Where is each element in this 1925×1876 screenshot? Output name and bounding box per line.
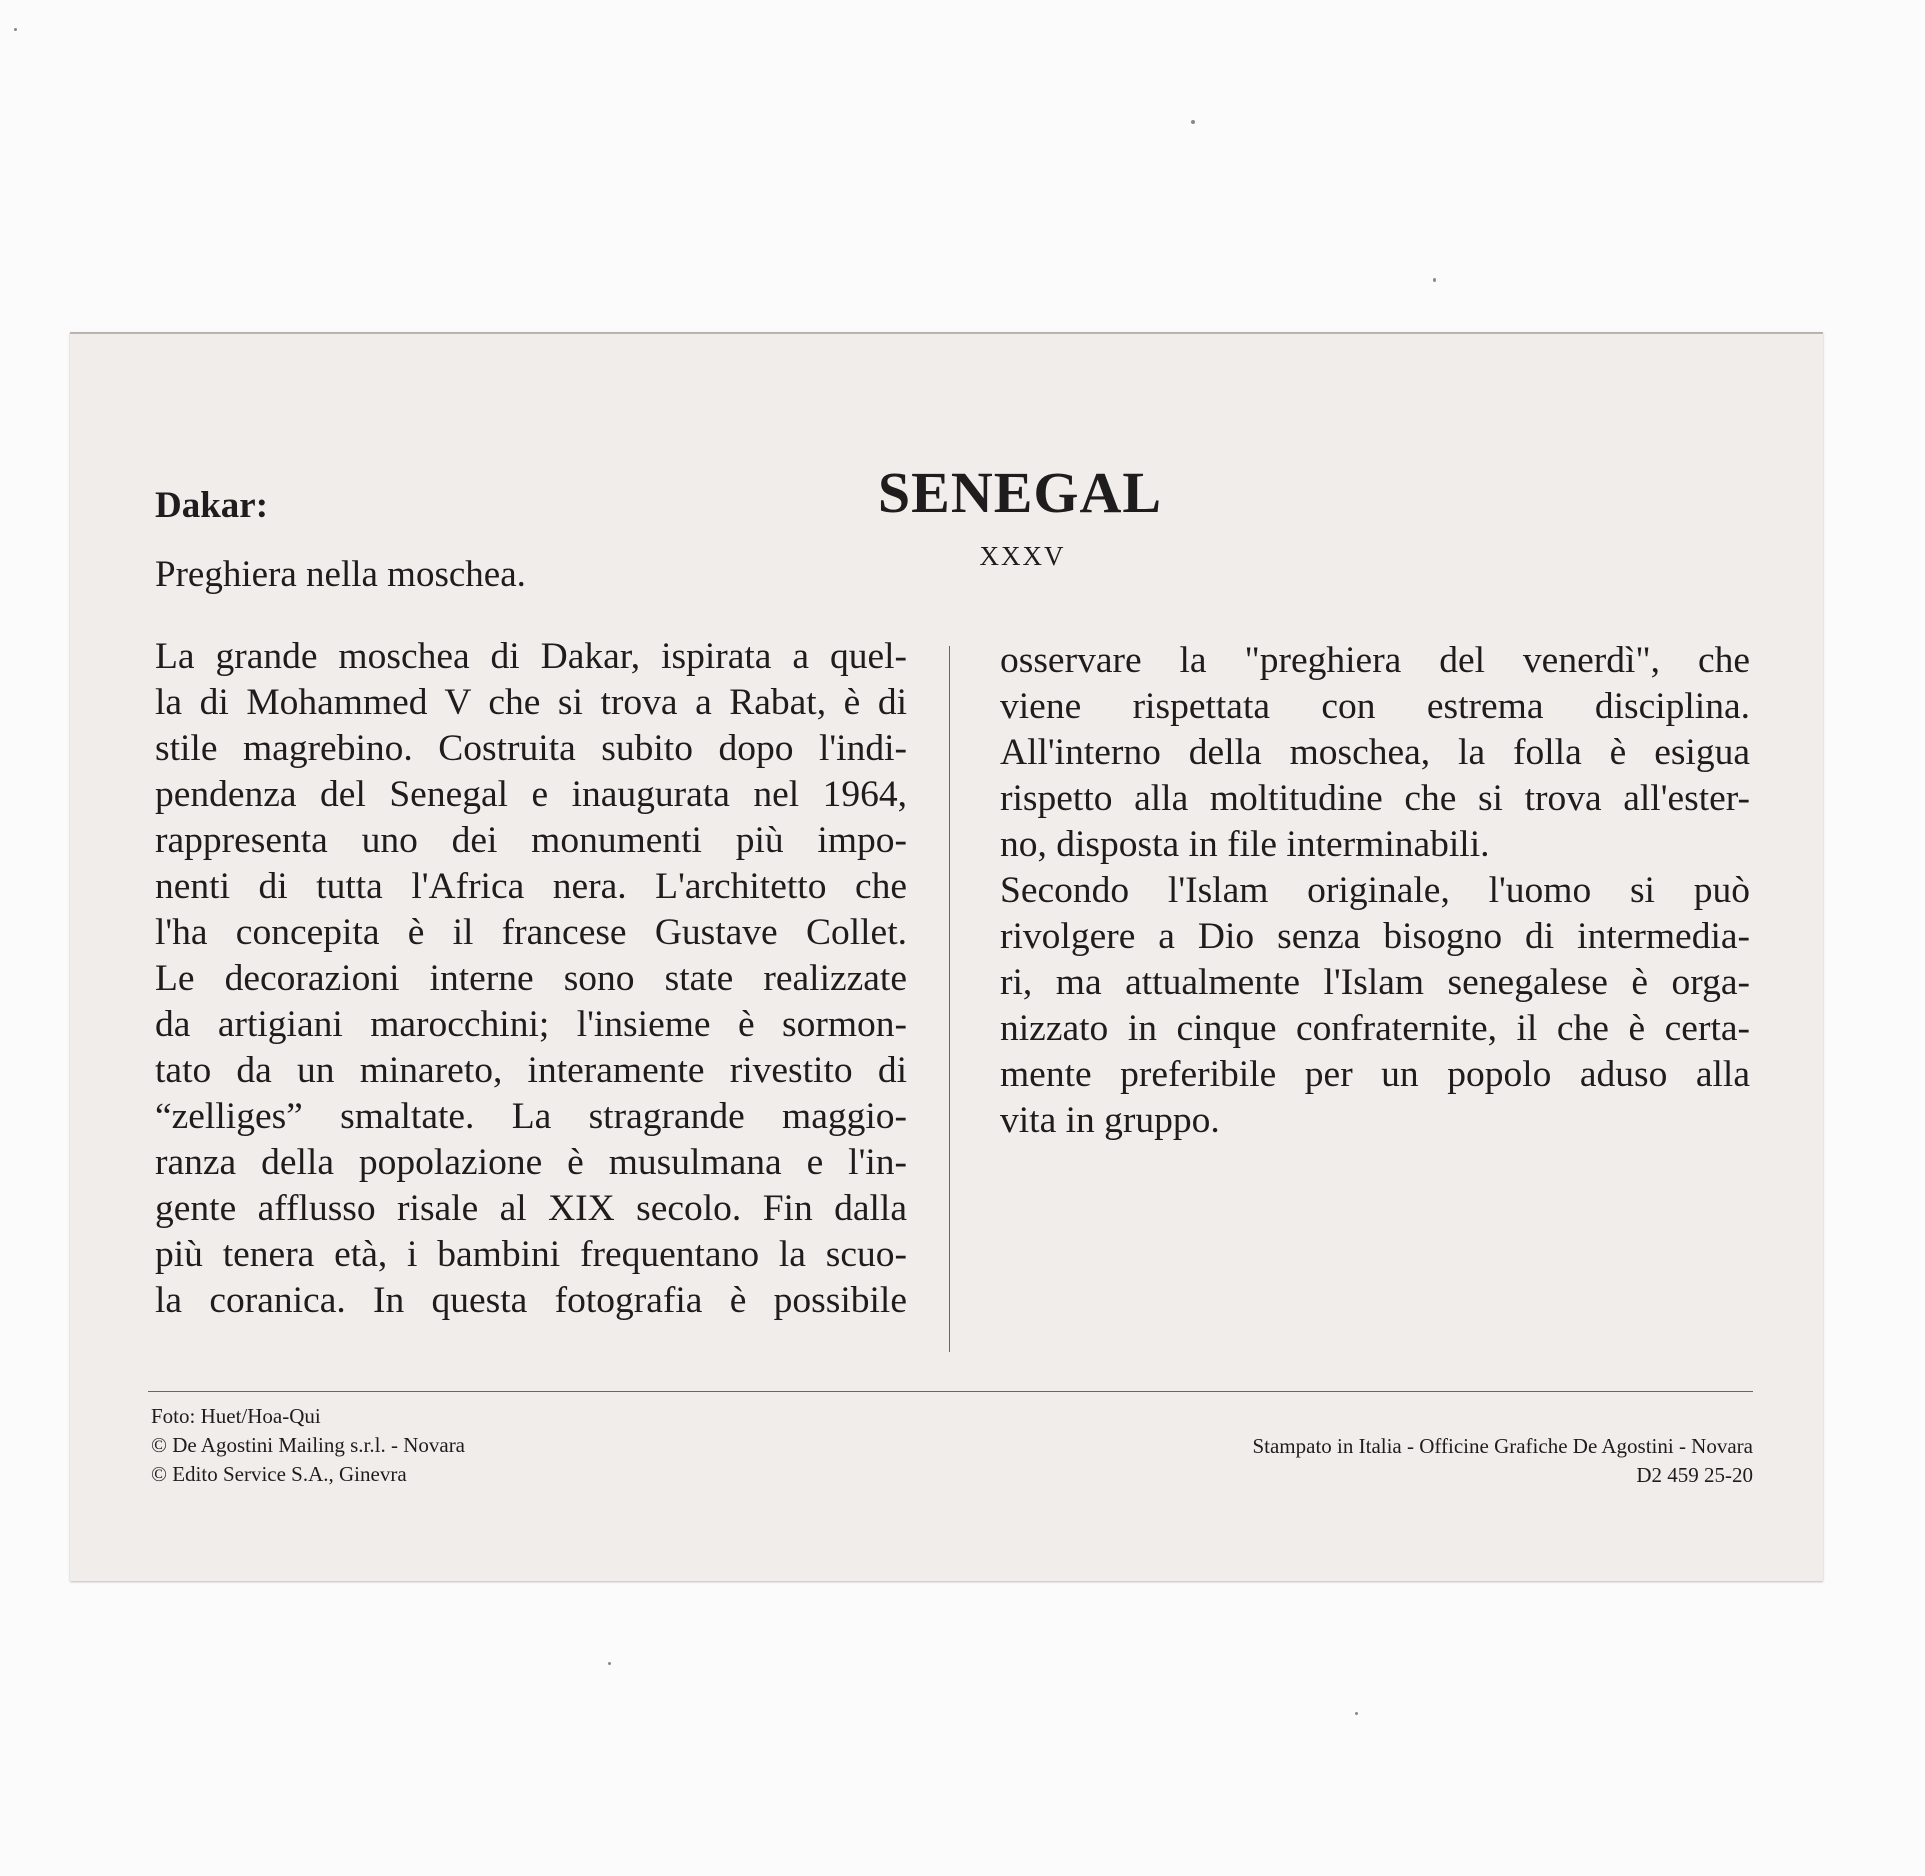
text-line: nenti di tutta l'Africa nera. L'architetto che xyxy=(155,866,907,907)
text-line: ri, ma attualmente l'Islam senegalese è orga- xyxy=(1000,962,1750,1003)
text-line: Secondo l'Islam originale, l'uomo si può xyxy=(1000,870,1750,911)
dust-speck xyxy=(1433,278,1436,282)
text-line: ranza della popolazione è musulmana e l'in- xyxy=(155,1142,907,1183)
text-line: mente preferibile per un popolo aduso alla xyxy=(1000,1054,1750,1095)
text-line: La grande moschea di Dakar, ispirata a quel- xyxy=(155,636,907,677)
credits-block xyxy=(151,1402,465,1489)
text-line: viene rispettata con estrema disciplina. xyxy=(1000,686,1750,727)
text-line: pendenza del Senegal e inaugurata nel 1964, xyxy=(155,774,907,815)
dust-speck xyxy=(608,1662,611,1665)
postcard-back xyxy=(70,332,1823,1581)
text-line: tato da un minareto, interamente rivestito di xyxy=(155,1050,907,1091)
place-heading: Dakar: xyxy=(155,485,269,526)
dust-speck xyxy=(1191,120,1195,124)
text-line: da artigiani marocchini; l'insieme è sormon- xyxy=(155,1004,907,1045)
description-column-left xyxy=(155,634,907,1324)
series-numeral: XXXV xyxy=(979,541,1066,571)
text-line: la di Mohammed V che si trova a Rabat, è di xyxy=(155,682,907,723)
text-line: rispetto alla moltitudine che si trova all'ester- xyxy=(1000,778,1750,819)
text-line: Le decorazioni interne sono state realizzate xyxy=(155,958,907,999)
text-line: rivolgere a Dio senza bisogno di intermedia- xyxy=(1000,916,1750,957)
column-divider xyxy=(949,646,950,1352)
page-title: SENEGAL xyxy=(877,460,1163,525)
text-line: l'ha concepita è il francese Gustave Collet. xyxy=(155,912,907,953)
product-code: D2 459 25-20 xyxy=(1636,1463,1753,1487)
text-line: osservare la "preghiera del venerdì", che xyxy=(1000,640,1750,681)
text-line: vita in gruppo. xyxy=(1000,1100,1220,1141)
dust-speck xyxy=(14,28,17,31)
printer-block xyxy=(1252,1432,1753,1490)
text-line: gente afflusso risale al XIX secolo. Fin dalla xyxy=(155,1188,907,1229)
edito-credit: © Edito Service S.A., Ginevra xyxy=(151,1462,407,1486)
footer-divider xyxy=(148,1391,1753,1392)
text-line: no, disposta in file interminabili. xyxy=(1000,824,1490,865)
publisher-credit: © De Agostini Mailing s.r.l. - Novara xyxy=(151,1433,466,1457)
text-line: All'interno della moschea, la folla è esigua xyxy=(1000,732,1750,773)
dust-speck xyxy=(1355,1712,1358,1715)
photo-caption: Preghiera nella moschea. xyxy=(155,554,526,595)
text-line: “zelliges” smaltate. La stragrande maggio- xyxy=(155,1096,907,1137)
text-line: la coranica. In questa fotografia è possibile xyxy=(155,1280,907,1321)
text-line: nizzato in cinque confraternite, il che è certa- xyxy=(1000,1008,1750,1049)
description-column-right xyxy=(1000,638,1750,1144)
printer-note: Stampato in Italia - Officine Grafiche De Agostini - Novara xyxy=(1252,1434,1753,1458)
text-line: stile magrebino. Costruita subito dopo l'indi- xyxy=(155,728,907,769)
text-line: rappresenta uno dei monumenti più impo- xyxy=(155,820,907,861)
text-line: più tenera età, i bambini frequentano la scuo- xyxy=(155,1234,907,1275)
photo-credit: Foto: Huet/Hoa-Qui xyxy=(151,1404,321,1428)
